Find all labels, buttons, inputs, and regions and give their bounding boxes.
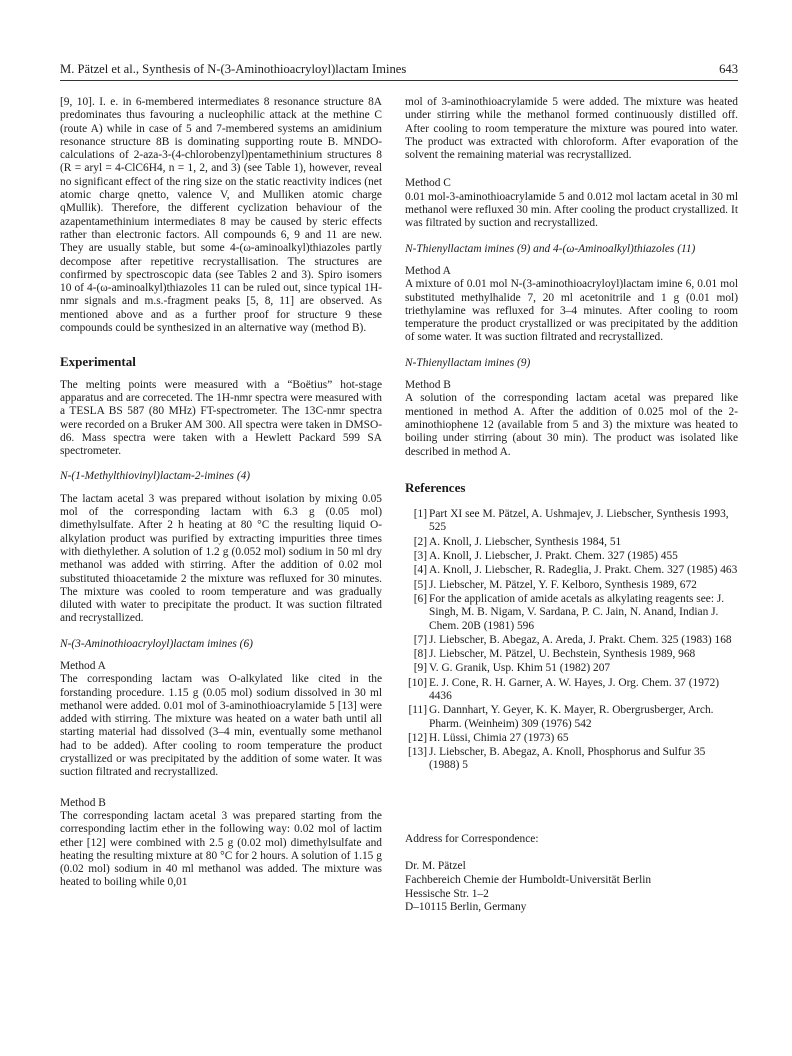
correspondence-address [405,833,738,915]
reference-item: [1] Part XI see M. Pätzel, A. Ushmajev, J. Liebscher, Synthesis 1993, 525 [413,508,729,534]
address-line: Dr. M. Pätzel [405,860,466,873]
reference-item: [11] G. Dannhart, Y. Geyer, K. K. Mayer, R. Obergrusberger, Arch. Pharm. (Weinheim) 309 (1976) 542 [408,704,714,730]
reference-item: [5] J. Liebscher, M. Pätzel, Y. F. Kelboro, Synthesis 1989, 672 [413,578,697,591]
subsection-title-9-11: N-Thienyllactam imines (9) and 4-(ω-Aminoalkyl)thiazoles (11) [405,242,696,255]
reference-item: [6] For the application of amide acetals as alkylating reagents see: J. Singh, M. B. Nigam, V. Sardana, P. C. Jain, N. Anand, Indian J. Chem. 20B (1981) 596 [413,592,725,632]
subsection-title-9: N-Thienyllactam imines (9) [405,356,531,369]
method-b-label: Method B [60,796,106,809]
reference-item: [3] A. Knoll, J. Liebscher, J. Prakt. Chem. 327 (1985) 455 [413,550,678,563]
method-a2-paragraph: A mixture of 0.01 mol N-(3-aminothioacryloyl)lactam imine 6, 0.01 mol substituted methylhalide 7, 20 ml acetonitrile and 1 g (0.01 mol) triethylamine was refluxed for 3–4 minutes. After cooling to room temperature the product crystallized or was precipitated by the addition of some water. It was suction filtrated and recrystallized. [405,278,738,344]
method-a-label: Method A [60,659,106,672]
method-c-label: Method C [405,177,451,190]
intro-paragraph: [9, 10]. I. e. in 6-membered intermediates 8 resonance structure 8A predominates thus favouring a nucleophilic attack at the methine C (route A) while in case of 5 and 7-membered systems an amidinium resonance structure 8B is dominating supporting route B. MNDO-calculations of 2-aza-3-(4-chlorobenzyl)pentamethinium structures 8 (R = aryl = 4-ClC6H4, n = 1, 2, and 3) (see Table 1), however, reveal no significant effect of the ring size on the static reactivity indices (net atomic charge qnetto, valence V, and Mulliken atomic charge qMullik). Therefore, the different cyclization behaviour of the azapentamethinium intermediates 8 may be caused by steric effects rather than electronic factors. All compounds 6, 9 and 11 are new. They are usually stable, but some 4-(ω-aminoalkyl)thiazoles partly decompose after repetitive recrystallisation. The structures are confirmed by spectroscopic data (see Tables 2 and 3). Spiro isomers 10 of 4-(ω-aminoalkyl)thiazoles 11 can be ruled out, since typical 1H-nmr signals and m.s.-fragment peaks [5, 8, 11] are observed. As mentioned above and as a further proof for structure 9 these compounds could be synthesized in an alternative way (method B). [60,96,382,335]
reference-item: [2] A. Knoll, J. Liebscher, Synthesis 1984, 51 [413,535,622,548]
references-heading: References [405,479,466,495]
reference-item: [9] V. G. Granik, Usp. Khim 51 (1982) 207 [413,662,611,675]
method-c-paragraph: 0.01 mol-3-aminothioacrylamide 5 and 0.012 mol lactam acetal in 30 ml methanol were refluxed 30 min. After cooling the product crystallized. It was filtrated by suction and recrystallized. [405,190,738,230]
reference-item: [10] E. J. Cone, R. H. Garner, A. W. Hayes, J. Org. Chem. 37 (1972) 4436 [408,676,720,702]
address-line: Hessische Str. 1–2 [405,887,489,900]
reference-item: [12] H. Lüssi, Chimia 27 (1973) 65 [408,731,569,744]
address-line: Fachbereich Chemie der Humboldt-Universität Berlin [405,873,652,886]
running-header [60,62,738,81]
method-a-paragraph: The corresponding lactam was O-alkylated like cited in the forstanding procedure. 1.15 g (0.05 mol) sodium dissolved in 30 ml methanol were added. 0.01 mol of 3-aminothioacrylamide 5 [13] were added with stirring. The mixture was heated on a water bath until all starting material had dissolved (3–4 min, eventually some methanol had to be added). After cooling to room temperature the product crystallized or was precipitated by the addition of some water. It was suction filtrated and recrystallized. [60,673,382,779]
reference-item: [8] J. Liebscher, M. Pätzel, U. Bechstein, Synthesis 1989, 968 [413,648,696,661]
procedure-4-paragraph: The lactam acetal 3 was prepared without isolation by mixing 0.05 mol of the corresponding lactam with 6.3 g (0.05 mol) dimethylsulfate. After 2 h heating at 80 °C the resulting liquid O-alkylation product was purified by extracting impurities three times with diethylether. A solution of 1.2 g (0.052 mol) sodium in 50 ml dry methanol was added with stirring. After the addition of 0.02 mol substituted thioacetamide 2 the mixture was refluxed for 30 minutes. The mixture was cooled to room temperature and was gradually diluted with water to precipitate the product. It was suction filtrated and recrystallized. [60,492,382,625]
subsection-title-6: N-(3-Aminothioacryloyl)lactam imines (6) [60,637,253,650]
method-b-paragraph: The corresponding lactam acetal 3 was prepared starting from the corresponding lactim ether in the following way: 0.02 mol of lactim ether [12] were combined with 2.5 g (0.02 mol) dimethylsulfate and heating the resulting mixture at 80 °C for 2 hours. A solution of 1.15 g (0.02 mol) sodium in 40 ml methanol was added. The mixture was heated to boiling while 0,01 [60,809,382,889]
method-a2-label: Method A [405,264,451,277]
experimental-heading: Experimental [60,354,136,370]
reference-item: [4] A. Knoll, J. Liebscher, R. Radeglia, J. Prakt. Chem. 327 (1985) 463 [413,564,738,577]
subsection-title-4: N-(1-Methylthiovinyl)lactam-2-imines (4) [60,470,251,483]
method-b-continued-paragraph: mol of 3-aminothioacrylamide 5 were added. The mixture was heated under stirring while the methanol formed continuously distilled off. After cooling to room temperature the mixture was poured into water. The product was extracted with chloroform. After evaporation of the solvent the remaining material was recrystallized. [405,96,738,162]
address-heading: Address for Correspondence: [405,832,539,845]
reference-item: [13] J. Liebscher, B. Abegaz, A. Knoll, Phosphorus and Sulfur 35 (1988) 5 [408,746,706,772]
address-line: D–10115 Berlin, Germany [405,901,527,914]
reference-item: [7] J. Liebscher, B. Abegaz, A. Areda, J. Prakt. Chem. 325 (1983) 168 [413,633,732,646]
method-b2-label: Method B [405,379,451,392]
left-column [60,96,382,890]
references-list [405,508,738,773]
right-column [405,96,738,915]
experimental-paragraph: The melting points were measured with a “Boëtius” hot-stage apparatus and are correceted. The 1H-nmr spectra were measured with a TESLA BS 587 (80 MHz) FT-spectrometer. The 13C-nmr spectra were recorded on a Bruker AM 300. All spectra were taken in DMSO-d6. Mass spectra were taken with a Hewlett Packard 599 SA spectrometer. [60,378,382,458]
method-b2-paragraph: A solution of the corresponding lactam acetal was prepared like mentioned in method A. After the addition of 0.025 mol of the 2-aminothiophene 12 (available from 5 and 3) the mixture was heated to boiling under stirring (about 30 min). The product was isolated like described in method A. [405,392,738,458]
page-number: 643 [719,62,738,76]
running-title: M. Pätzel et al., Synthesis of N-(3-Aminothioacryloyl)lactam Imines [60,62,407,76]
